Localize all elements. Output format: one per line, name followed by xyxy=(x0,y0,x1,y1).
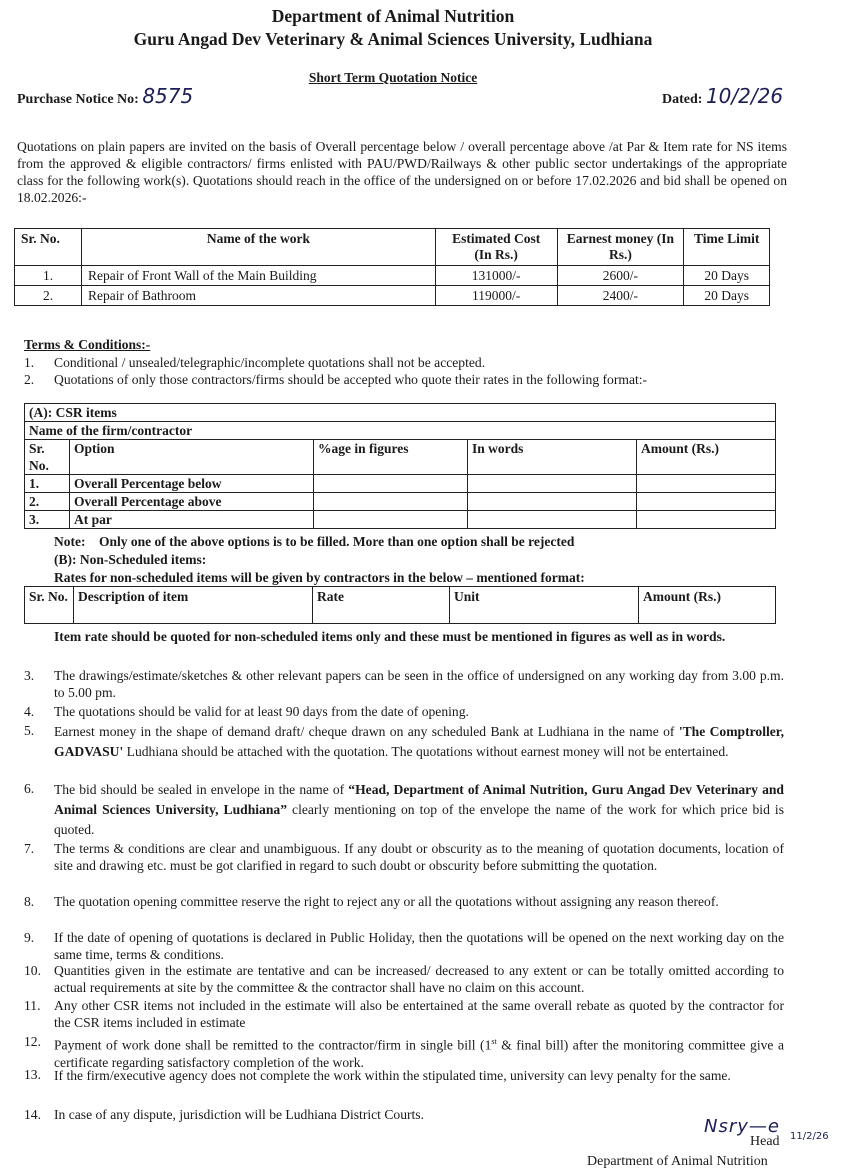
table-row xyxy=(25,493,776,511)
term-text: In case of any dispute, jurisdiction will be Ludhiana District Courts. xyxy=(54,1107,424,1122)
term-text-part: clearly mentioning on top of the envelope the name of the work for which price bid is quoted. xyxy=(54,802,784,837)
term-number: 10. xyxy=(24,963,41,978)
term-text-bold: “Head, Department of Animal Nutrition, Guru Angad Dev Veterinary and Animal Sciences University, Ludhiana” xyxy=(54,782,784,817)
row-sr: 1. xyxy=(15,266,82,286)
csr-title-row xyxy=(25,404,776,422)
item-rate-note: Item rate should be quoted for non-scheduled items only and these must be mentioned in figures as well as in words. xyxy=(54,629,726,644)
dated-value: 10/2/26 xyxy=(705,84,784,108)
term-text: Quantities given in the estimate are tentative and can be increased/ decreased to any extent or can be totally omitted according to actual requirements at site by the committee & the contractor shall have no claim on this account. xyxy=(54,963,784,995)
university-heading: Guru Angad Dev Veterinary & Animal Sciences University, Ludhiana xyxy=(133,29,653,49)
words-field[interactable] xyxy=(468,511,637,529)
term-text: If the date of opening of quotations is declared in Public Holiday, then the quotations will be opened on the next working day on the same time, terms & conditions. xyxy=(54,930,784,962)
row-cost: 131000/- xyxy=(435,266,557,286)
row-sr: 3. xyxy=(25,511,70,529)
ns-header-row xyxy=(25,587,776,624)
percentage-field[interactable] xyxy=(314,475,468,493)
csr-items-table xyxy=(24,403,776,529)
col-rate: Rate xyxy=(313,587,450,624)
table-row xyxy=(25,511,776,529)
firm-name-label: Name of the firm/contractor xyxy=(25,422,776,440)
amount-field[interactable] xyxy=(637,493,776,511)
table-row xyxy=(25,475,776,493)
row-cost: 119000/- xyxy=(435,286,557,306)
col-description: Description of item xyxy=(74,587,313,624)
term-text-part: Ludhiana should be attached with the quotation. The quotations without earnest money will not be entertained. xyxy=(123,744,729,759)
table-row xyxy=(15,286,770,306)
table-row xyxy=(15,266,770,286)
term-number: 9. xyxy=(24,930,35,945)
term-text-part: & final bill) after the monitoring committee give a certificate regarding satisfactory completion of the work. xyxy=(54,1037,784,1070)
note-label: Note: xyxy=(54,534,86,549)
col-unit: Unit xyxy=(450,587,639,624)
non-scheduled-table xyxy=(24,586,776,624)
amount-field[interactable] xyxy=(637,511,776,529)
term-text: The quotation opening committee reserve the right to reject any or all the quotations without assigning any reason thereof. xyxy=(54,894,719,909)
term-text: Any other CSR items not included in the estimate will also be entertained at the same overall rebate as quoted by the contractor for the CSR items included in estimate xyxy=(54,998,784,1030)
dated-label: Dated: xyxy=(662,92,703,107)
term-number: 13. xyxy=(24,1067,41,1082)
col-time-limit: Time Limit xyxy=(684,229,770,266)
terms-title: Terms & Conditions:- xyxy=(24,337,151,352)
row-option: Overall Percentage below xyxy=(70,475,314,493)
works-table-header xyxy=(15,229,770,266)
percentage-field[interactable] xyxy=(314,493,468,511)
term-text: The drawings/estimate/sketches & other relevant papers can be seen in the office of undersigned on any working day from 3.00 p.m. to 5.00 pm. xyxy=(54,668,784,700)
amount-field[interactable] xyxy=(637,475,776,493)
col-percentage: %age in figures xyxy=(314,440,468,475)
row-work-name: Repair of Bathroom xyxy=(82,286,436,306)
options-note xyxy=(54,534,574,550)
row-sr: 2. xyxy=(15,286,82,306)
csr-title: (A): CSR items xyxy=(25,404,776,422)
words-field[interactable] xyxy=(468,475,637,493)
notice-title: Short Term Quotation Notice xyxy=(308,70,478,85)
row-option: At par xyxy=(70,511,314,529)
row-time: 20 Days xyxy=(684,266,770,286)
term-text: The quotations should be valid for at least 90 days from the date of opening. xyxy=(54,704,469,719)
firm-name-row xyxy=(25,422,776,440)
term-text: If the firm/executive agency does not complete the work within the stipulated time, university can levy penalty for the same. xyxy=(54,1068,731,1083)
purchase-notice xyxy=(17,84,193,108)
note-text: Only one of the above options is to be filled. More than one option shall be rejected xyxy=(98,534,575,549)
term-text xyxy=(54,1033,784,1071)
purchase-notice-label: Purchase Notice No: xyxy=(17,92,139,107)
term-number: 6. xyxy=(24,781,35,796)
term-text xyxy=(54,722,784,762)
term-text xyxy=(54,780,784,840)
ns-title: (B): Non-Scheduled items: xyxy=(54,552,207,567)
term-text: The terms & conditions are clear and unambiguous. If any doubt or obscurity as to the meaning of quotation documents, location of site and drawing etc. must be got clarified in regard to such doubt or obscurity before submitting the quotation. xyxy=(54,841,784,873)
term-number: 2. xyxy=(24,372,35,387)
row-earnest: 2600/- xyxy=(557,266,684,286)
term-number: 8. xyxy=(24,894,35,909)
term-number: 1. xyxy=(24,355,35,370)
ns-text: Rates for non-scheduled items will be given by contractors in the below – mentioned format: xyxy=(54,570,585,585)
percentage-field[interactable] xyxy=(314,511,468,529)
term-text-part: Earnest money in the shape of demand draft/ cheque drawn on any scheduled Bank at Ludhiana in the name of xyxy=(54,724,679,739)
term-number: 11. xyxy=(24,998,41,1013)
words-field[interactable] xyxy=(468,493,637,511)
purchase-notice-number: 8575 xyxy=(142,84,194,108)
works-table xyxy=(14,228,770,306)
col-sr-no: Sr. No. xyxy=(15,229,82,266)
department-heading: Department of Animal Nutrition xyxy=(271,6,515,26)
term-number: 3. xyxy=(24,668,35,683)
row-time: 20 Days xyxy=(684,286,770,306)
col-name-of-work: Name of the work xyxy=(82,229,436,266)
row-earnest: 2400/- xyxy=(557,286,684,306)
term-text-sup: st xyxy=(491,1037,497,1046)
row-option: Overall Percentage above xyxy=(70,493,314,511)
signatory-title: Head xyxy=(750,1134,780,1149)
term-text-part: The bid should be sealed in envelope in the name of xyxy=(54,782,349,797)
col-option: Option xyxy=(70,440,314,475)
col-amount: Amount (Rs.) xyxy=(639,587,776,624)
signature-scribble: Nsry—e xyxy=(704,1116,780,1137)
col-in-words: In words xyxy=(468,440,637,475)
signature-date: 11/2/26 xyxy=(790,1131,829,1142)
col-earnest-money: Earnest money (In Rs.) xyxy=(557,229,684,266)
col-estimated-cost: Estimated Cost (In Rs.) xyxy=(435,229,557,266)
csr-header-row xyxy=(25,440,776,475)
row-sr: 1. xyxy=(25,475,70,493)
col-sr-no: Sr. No. xyxy=(25,440,70,475)
term-number: 12. xyxy=(24,1034,41,1049)
row-work-name: Repair of Front Wall of the Main Building xyxy=(82,266,436,286)
intro-paragraph: Quotations on plain papers are invited on the basis of Overall percentage below / overall percentage above /at Par & Item rate for NS items from the approved & eligible contractors/ firms enlisted with PAU/PWD/Railways & other public sector undertakings of the appropriate class for the following work(s). Quotations should reach in the office of the undersigned on or before 17.02.2026 and bid shall be opened on 18.02.2026:- xyxy=(17,139,787,205)
col-sr-no: Sr. No. xyxy=(25,587,74,624)
notice-date xyxy=(662,84,783,108)
term-text-part: Payment of work done shall be remitted to the contractor/firm in single bill (1 xyxy=(54,1037,492,1053)
term-text: Quotations of only those contractors/firms should be accepted who quote their rates in the following format:- xyxy=(54,372,648,387)
row-sr: 2. xyxy=(25,493,70,511)
term-number: 7. xyxy=(24,841,35,856)
term-text-bold: 'The Comptroller, GADVASU' xyxy=(54,724,784,759)
col-amount: Amount (Rs.) xyxy=(637,440,776,475)
signatory-department: Department of Animal Nutrition xyxy=(587,1154,768,1169)
term-number: 5. xyxy=(24,723,35,738)
term-number: 14. xyxy=(24,1107,41,1122)
term-text: Conditional / unsealed/telegraphic/incomplete quotations shall not be accepted. xyxy=(54,355,486,370)
term-number: 4. xyxy=(24,704,35,719)
